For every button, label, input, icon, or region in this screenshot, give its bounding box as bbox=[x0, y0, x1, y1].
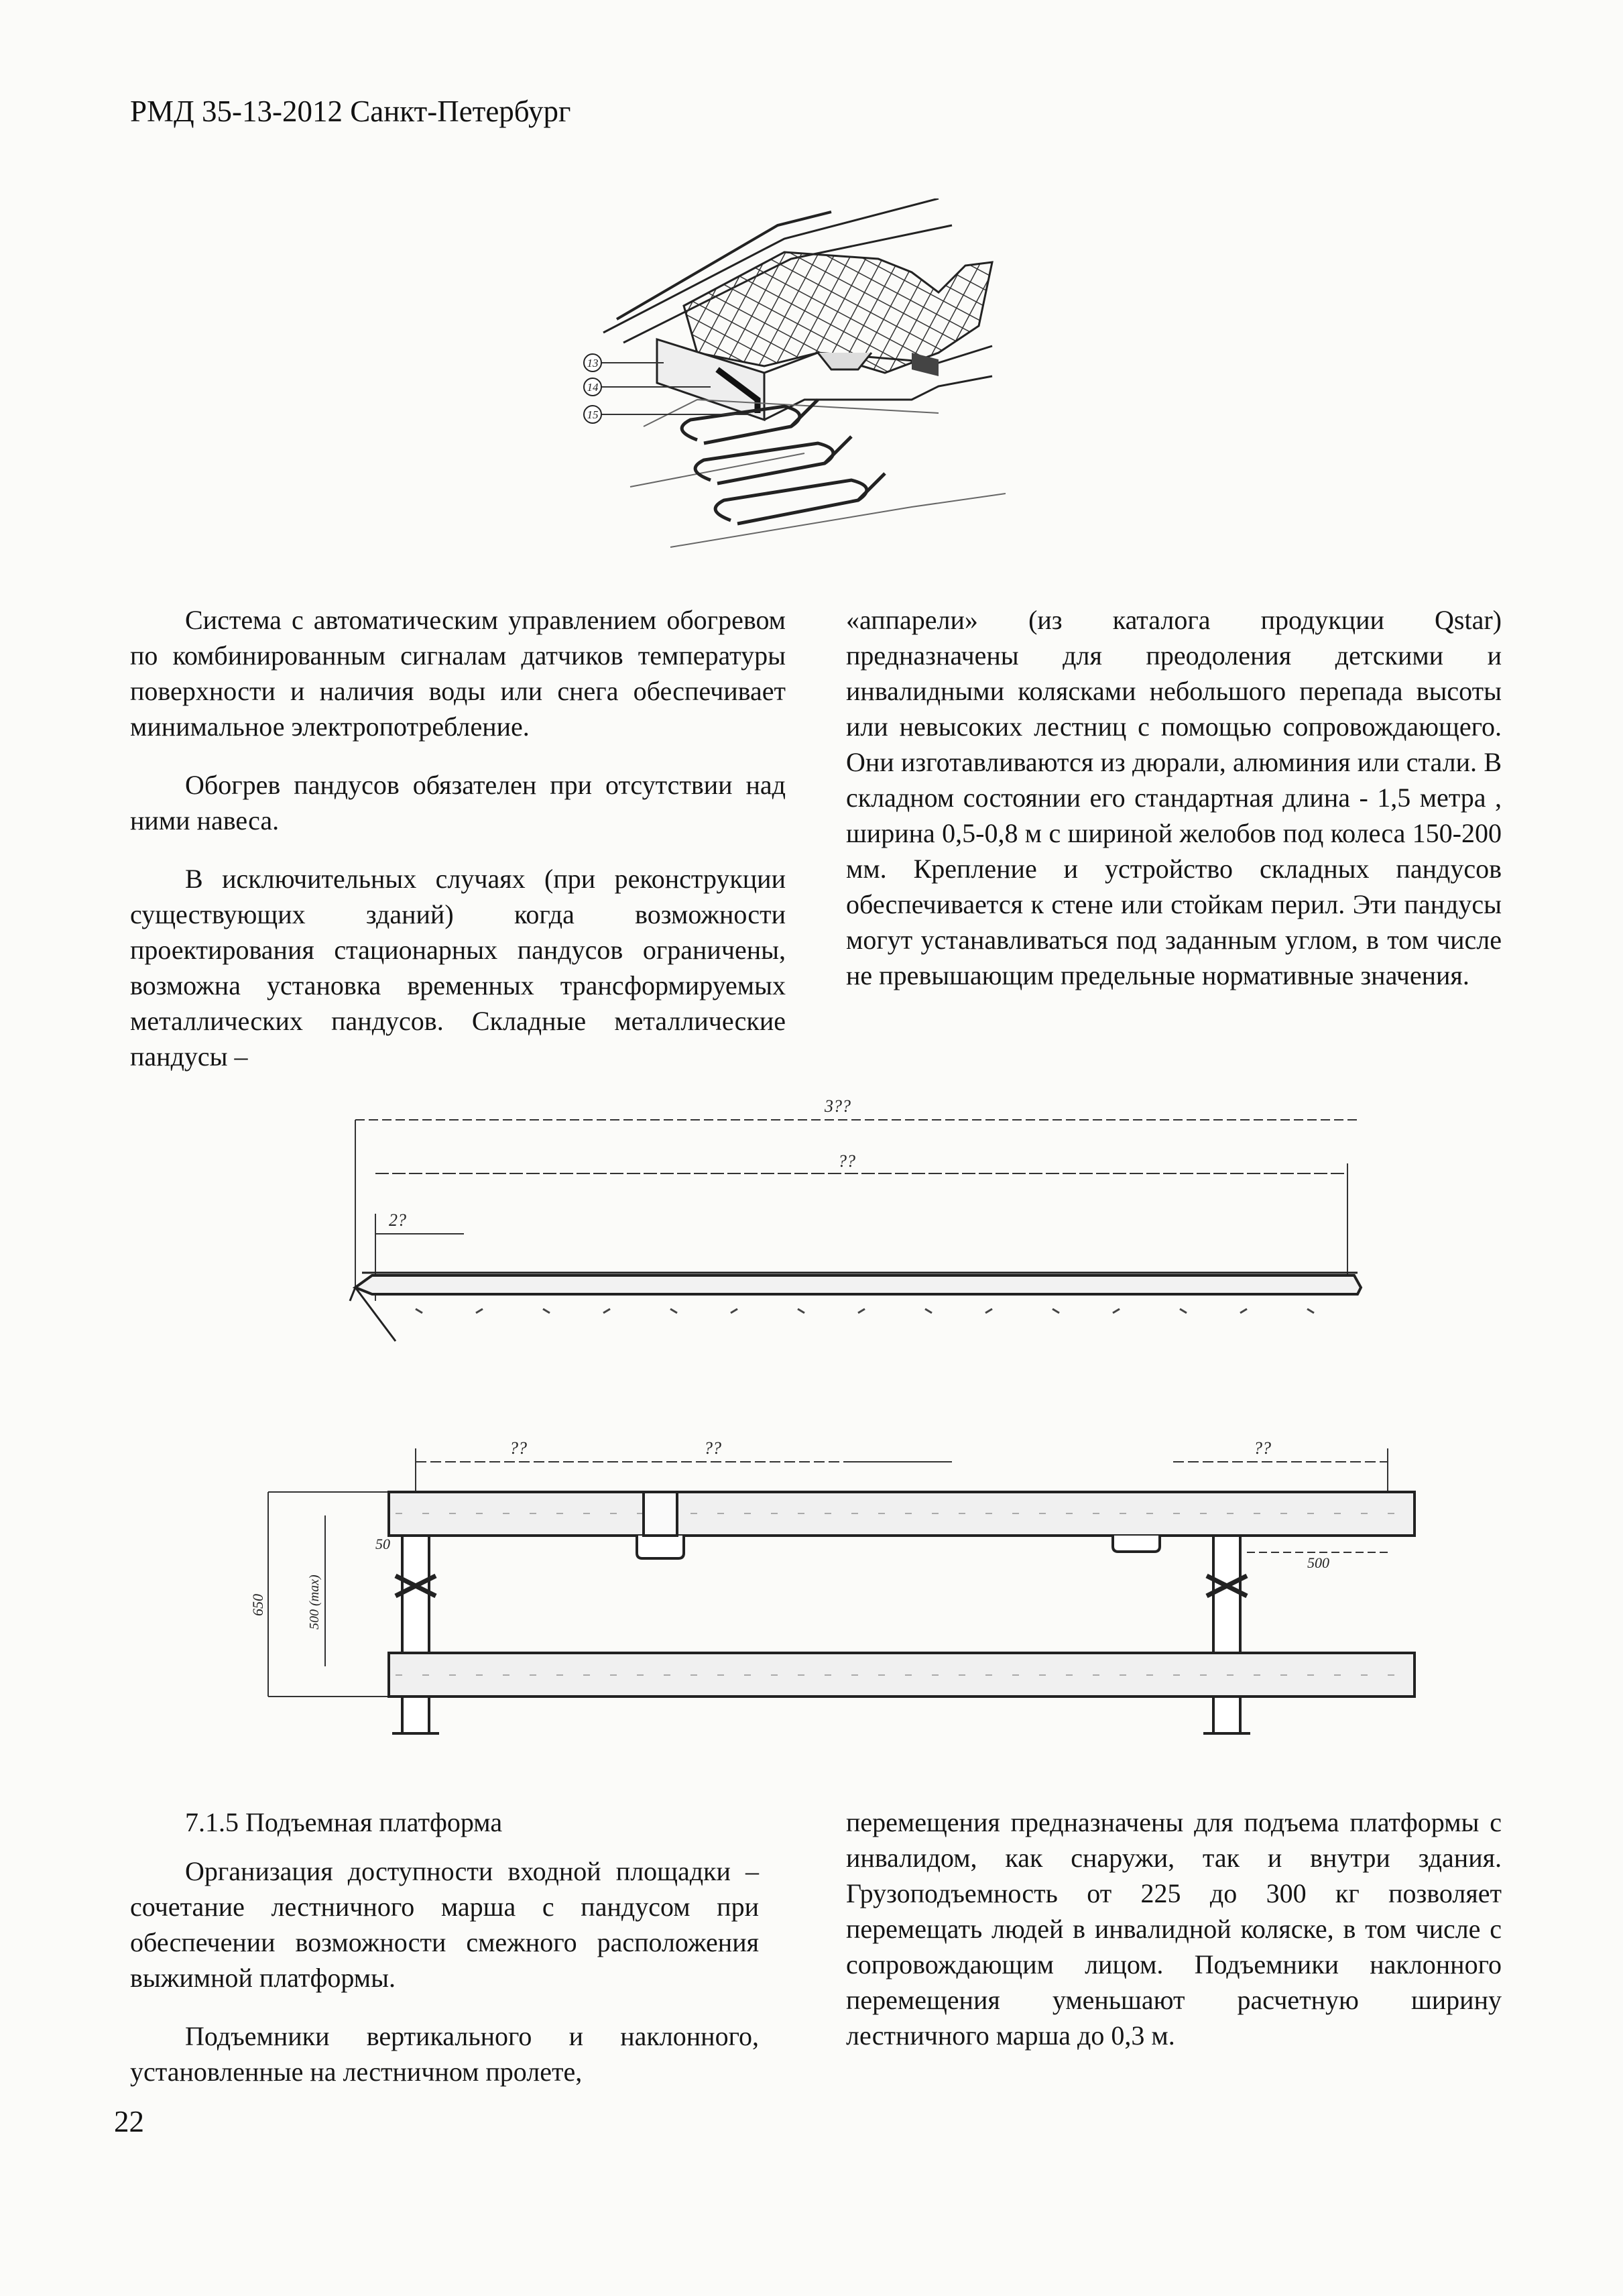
paragraph: Организация доступности входной площадки – сочетание лестничного марша с пандусом при обеспечении возможности смежного расположения выжимной платформы. bbox=[130, 1856, 759, 1993]
dimension-label: ?? bbox=[1254, 1438, 1271, 1458]
paragraph: Подъемники вертикального и наклонного, установленные на лестничном пролете, bbox=[130, 2021, 759, 2087]
upper-left-column bbox=[130, 602, 786, 1097]
upper-wheel-track bbox=[389, 1492, 1415, 1536]
paragraph: перемещения предназначены для подъема платформы с инвалидом, как снаружи, так и внутри здания. Грузоподъемность от 225 до 300 кг позволяет перемещать людей в инвалидной коляске, в том числе с сопровождающим лицом. Подъемники наклонного перемещения уменьшают расчетную ширину лестничного марша до 0,3 м. bbox=[846, 1807, 1502, 2051]
upper-right-column bbox=[846, 602, 1502, 1016]
lower-wheel-track bbox=[389, 1653, 1415, 1697]
dimension-label: 650 bbox=[249, 1594, 266, 1616]
lower-right-column bbox=[846, 1804, 1502, 2076]
dimension-label: 50 bbox=[375, 1536, 390, 1552]
lower-left-column bbox=[130, 1804, 759, 2112]
cross-links bbox=[392, 1536, 1250, 1733]
section-heading: 7.1.5 Подъемная платформа bbox=[185, 1807, 503, 1837]
callout-label: 13 bbox=[587, 357, 599, 369]
paragraph: Обогрев пандусов обязателен при отсутствии над ними навеса. bbox=[130, 770, 786, 836]
ground-hatching bbox=[416, 1309, 1314, 1313]
ramp-structure bbox=[603, 198, 1006, 547]
paragraph: Система с автоматическим управлением обогревом по комбинированным сигналам датчиков температуры поверхности и наличия воды или снега обеспечивает минимальное электропотребление. bbox=[130, 605, 786, 742]
wheel-tracks bbox=[389, 1492, 1415, 1697]
callout-label: 14 bbox=[587, 381, 599, 394]
dimension-label: 3?? bbox=[825, 1100, 851, 1116]
paragraph: В исключительных случаях (при реконструкции существующих зданий) когда возможности проектирования стационарных пандусов ограничены, возможна установка временных трансформируемых металлических пандусов. Складные металлические пандусы – bbox=[130, 864, 786, 1072]
heated-ramp-figure bbox=[563, 198, 1006, 574]
ramp-side-view-figure bbox=[288, 1100, 1394, 1355]
dimension-label: 500 bbox=[1307, 1554, 1329, 1571]
heating-cable-loops bbox=[682, 400, 885, 524]
dimension-label: 2? bbox=[389, 1210, 406, 1230]
callout-label: 15 bbox=[587, 408, 599, 421]
dimension-label: ?? bbox=[509, 1438, 527, 1458]
dimension-label: ?? bbox=[838, 1151, 855, 1171]
ramp-plan-view-figure bbox=[241, 1415, 1421, 1750]
dimension-label: ?? bbox=[704, 1438, 721, 1458]
dimension-label: 500 (max) bbox=[307, 1574, 322, 1629]
ramp-body bbox=[350, 1273, 1361, 1341]
running-header: РМД 35-13-2012 Санкт-Петербург bbox=[130, 95, 571, 128]
paragraph: «аппарели» (из каталога продукции Qstar) предназначены для преодоления детскими и инвалидными колясками небольшого перепада высоты или невысоких лестниц с помощью сопровождающего. Они изготавливаются из дюрали, алюминия или стали. В складном состоянии его стандартная длина - 1,5 метра , ширина 0,5-0,8 м с шириной желобов под колеса 150-200 мм. Крепление и устройство складных пандусов обеспечивается к стене или стойкам перил. Эти пандусы могут устанавливаться под заданным углом, в том числе не превышающим предельные нормативные значения. bbox=[846, 605, 1502, 990]
page-number: 22 bbox=[114, 2105, 144, 2138]
